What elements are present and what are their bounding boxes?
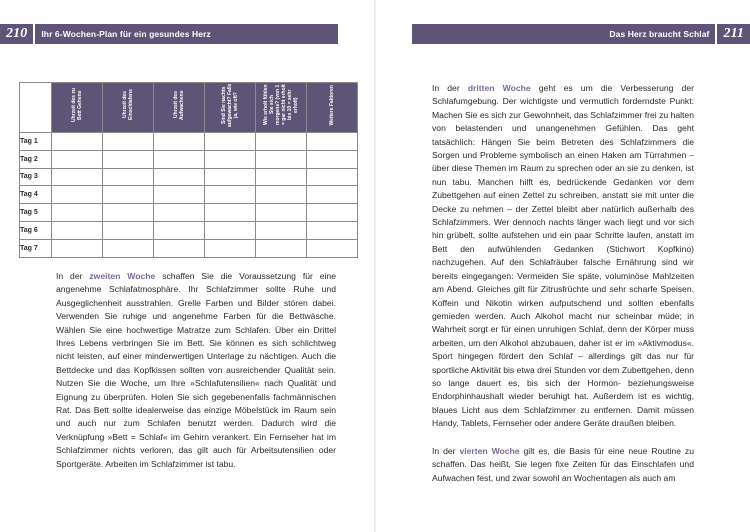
column-header: Weitere Faktoren: [307, 83, 358, 133]
table-cell: [307, 133, 358, 151]
table-cell: [256, 150, 307, 168]
table-cell: [256, 133, 307, 151]
table-row: [20, 221, 358, 239]
week-highlight: vierten Woche: [459, 446, 520, 456]
table-cell: [307, 150, 358, 168]
left-running-title: Ihr 6-Wochen-Plan für ein gesundes Herz: [41, 29, 211, 39]
table-cell: [256, 204, 307, 222]
right-page-number: 211: [715, 24, 750, 44]
table-cell: [205, 133, 256, 151]
table-header-row: [20, 83, 358, 133]
table-cell: [205, 204, 256, 222]
table-cell: [103, 204, 154, 222]
table-cell: [307, 168, 358, 186]
table-cell: [154, 239, 205, 257]
table-cell: [205, 168, 256, 186]
right-body-paragraph-2: In der vierten Woche gilt es, die Basis für eine neue Routine zu schaffen. Das heißt, Sie legen fixe Zeiten für das Einschlafen und Aufwachen fest, und zwar sowohl an Wochentagen als auch am: [432, 446, 694, 483]
table-cell: [52, 186, 103, 204]
table-cell: [307, 204, 358, 222]
row-label: Tag 2: [20, 150, 52, 168]
table-cell: [307, 239, 358, 257]
right-page-header: [412, 24, 750, 44]
table-cell: [154, 133, 205, 151]
table-cell: [52, 168, 103, 186]
table-cell: [154, 221, 205, 239]
table-cell: [307, 221, 358, 239]
table-cell: [103, 133, 154, 151]
table-cell: [103, 168, 154, 186]
table-cell: [205, 239, 256, 257]
row-label: Tag 1: [20, 133, 52, 151]
table-cell: [256, 186, 307, 204]
column-header: Uhrzeit des Einschlafens: [103, 83, 154, 133]
row-label: Tag 6: [20, 221, 52, 239]
week-highlight: zweiten Woche: [89, 271, 156, 281]
table-cell: [52, 239, 103, 257]
table-cell: [154, 150, 205, 168]
table-cell: [52, 133, 103, 151]
table-cell: [103, 186, 154, 204]
left-body-paragraph: In der zweiten Woche schaffen Sie die Voraussetzung für eine angenehme Schlafatmosphäre. Ihr Schlafzimmer sollte Ruhe und Ausgeglichenheit ausstrahlen. Grelle Farben und Bilder stören dabei. Verwenden Sie ruhige und angenehme Farben für die Bettwäsche. Wählen Sie eine hochwertige Matratze zum Schlafen. Über ein Drittel Ihres Lebens verbringen Sie im Bett. Sie können es sich schlichtweg nicht leisten, auf einer minderwertigen Unterlage zu nächtigen. Auch die Bettdecke und das Kopfkissen sollten von ausreichender Qualität sein. Nutzen Sie die Woche, um Ihre »Schlafutensilien« nach Qualität und Eignung zu überprüfen. Holen Sie sich gegebenenfalls fachmännischen Rat. Das Bett sollte idealerweise das einzige Möbelstück im Raum sein und auch nur zum Schlafen benutzt werden. Dadurch wird die Verknüpfung »Bett = Schlaf« im Gehirn verankert. Ein Fernseher hat im Schlafzimmer nichts verloren, das gilt auch für Arbeitsutensilien oder Sportgeräte. Arbeiten im Schlafzimmer ist tabu.: [56, 271, 336, 469]
table-cell: [52, 150, 103, 168]
right-running-title: Das Herz braucht Schlaf: [609, 29, 710, 39]
right-body-paragraph-1: In der dritten Woche geht es um die Verbesserung der Schlafumgebung. Der wichtigste und vermutlich forderndste Punkt: Machen Sie es sich zur Gewohnheit, das Schlafzimmer frei zu halten von belastenden und unangenehmen Gefühlen. Das geht tatsächlich: Hängen Sie beim Betreten des Schlafzimmers die Sorgen und Probleme symbolisch an einen Haken am Türrahmen – über diese Themen im Raum zu sprechen oder an sie zu denken, ist nun tabu. Manchen hilft es, bedrückende Gedanken vor dem Zubettgehen auf einen Zettel zu schreiben, anstatt sie mit unter die Decke zu nehmen – der Zettel bleibt aber natürlich außerhalb des Schlafzimmers. Wer dennoch nachts länger wach liegt und vor sich hin grübelt, sollte aufstehen und ein paar Schritte laufen, anstatt im Bett den aufwühlenden Gedanken (Stichwort Kopfkino) nachzugehen. Auf den Schlafräuber falsche Ernährung sind wir bereits eingegangen: Vermeiden Sie späte, voluminöse Mahlzeiten am Abend. Gleiches gilt für Zitrusfrüchte und sehr scharfe Speisen. Koffein und Nikotin wirken aufputschend und sollten ebenfalls gemieden werden. Auch Alkohol macht nur scheinbar müde; in Wahrheit sorgt er für einen unruhigen Schlaf, denn der Körper muss arbeiten, um den Alkohol abzubauen, daher ist er im »Aktivmodus«. Sport hingegen fördert den Schlaf – allerdings gilt das nur für sportliche Aktivität bis etwa drei Stunden vor dem Zubettgehen, denn so lange dauert es, bis sich der Hormon- beziehungsweise Endorphinhaushalt wieder beruhigt hat. Außerdem ist es wichtig, blaues Licht aus dem Schlafzimmer zu entfernen. Damit müssen Handy, Tablets, Fernseher oder andere Geräte draußen bleiben.: [432, 83, 694, 429]
page-gutter: [374, 0, 376, 532]
column-header: Sind Sie nachts aufgewacht? Falls ja, wie oft?: [205, 83, 256, 133]
table-row: [20, 168, 358, 186]
row-label: Tag 7: [20, 239, 52, 257]
table-cell: [103, 239, 154, 257]
table-cell: [103, 150, 154, 168]
table-cell: [307, 186, 358, 204]
table-cell: [205, 221, 256, 239]
table-cell: [256, 168, 307, 186]
sleep-log-table: [19, 82, 358, 258]
table-cell: [103, 221, 154, 239]
table-cell: [205, 186, 256, 204]
left-page-header: [0, 24, 338, 44]
row-label: Tag 4: [20, 186, 52, 204]
table-row: [20, 186, 358, 204]
column-header: Uhrzeit des zu Bett Gehens: [52, 83, 103, 133]
table-cell: [52, 204, 103, 222]
table-row: [20, 133, 358, 151]
table-cell: [205, 150, 256, 168]
row-label: Tag 3: [20, 168, 52, 186]
table-cell: [154, 186, 205, 204]
table-row: [20, 204, 358, 222]
table-row: [20, 150, 358, 168]
table-cell: [52, 221, 103, 239]
column-header: Uhrzeit des Aufwachens: [154, 83, 205, 133]
week-highlight: dritten Woche: [467, 83, 531, 93]
left-page-number: 210: [0, 24, 35, 44]
table-cell: [256, 239, 307, 257]
table-corner-cell: [20, 83, 52, 133]
table-cell: [154, 168, 205, 186]
table-cell: [256, 221, 307, 239]
table-cell: [154, 204, 205, 222]
column-header: Wie erholt fühlen Sie sich morgens? (von 1 = gar nicht erholt bis 10 = sehr erholt): [256, 83, 307, 133]
row-label: Tag 5: [20, 204, 52, 222]
table-row: [20, 239, 358, 257]
